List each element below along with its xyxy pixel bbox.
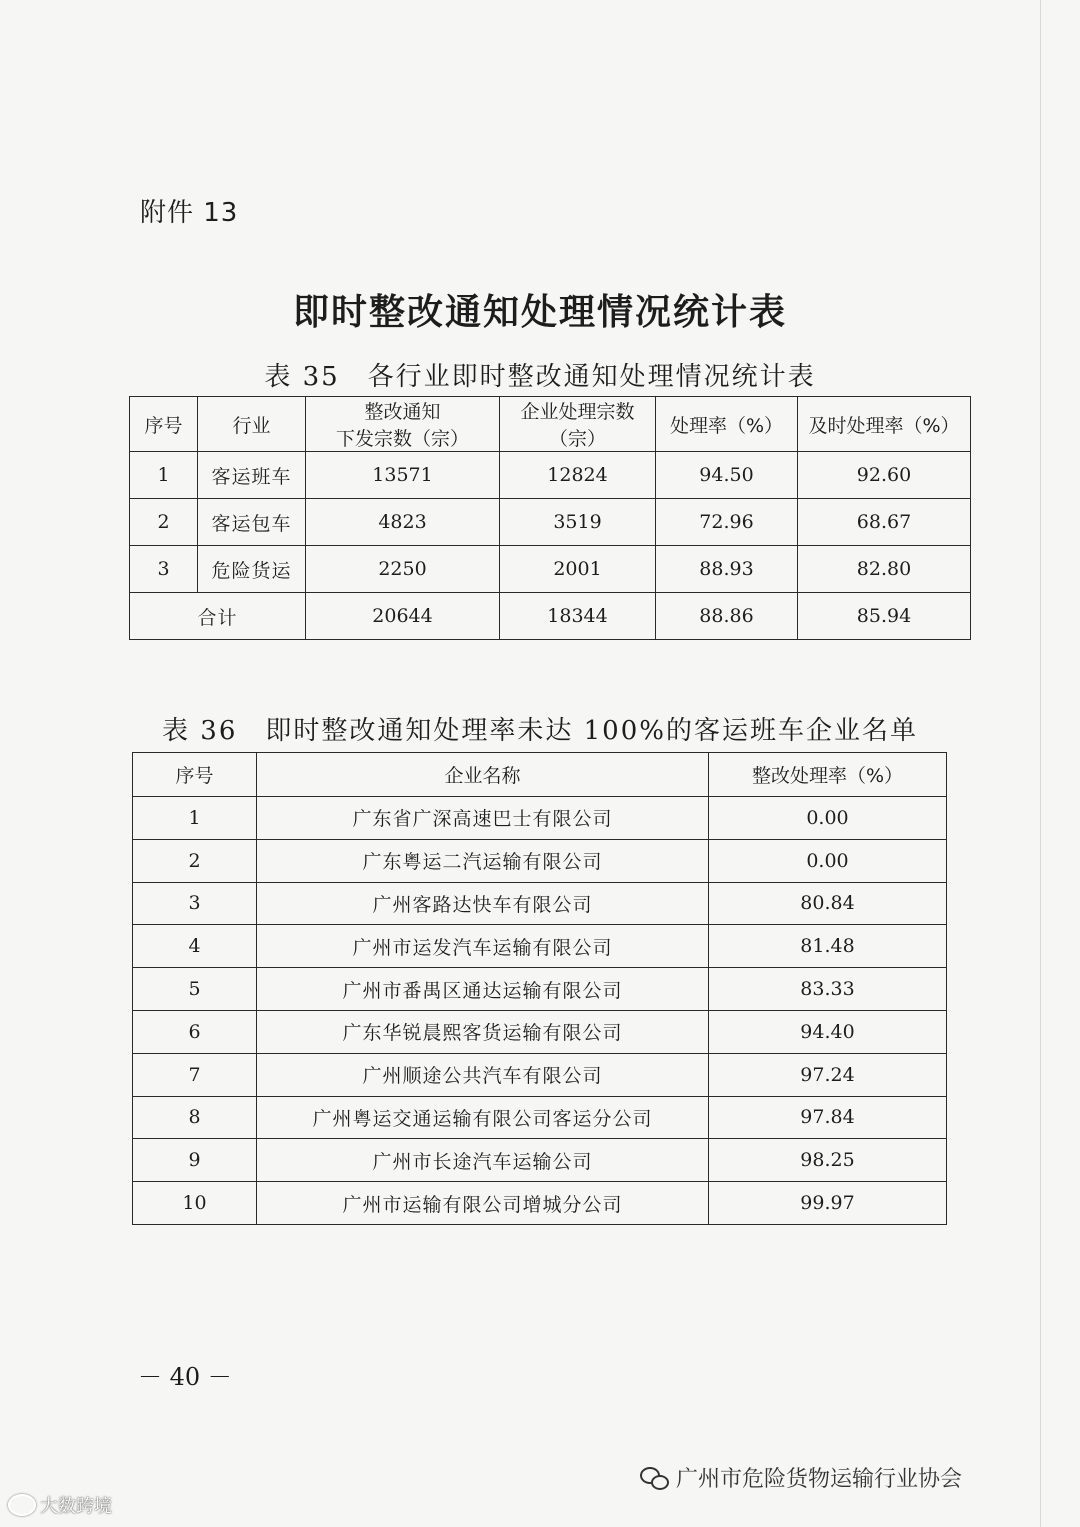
cell-handled: 12824 xyxy=(500,452,656,499)
header-rate: 处理率（%） xyxy=(656,397,798,452)
wechat-icon xyxy=(640,1467,668,1489)
header-issued-line2: 下发宗数（宗） xyxy=(335,428,469,450)
table-row xyxy=(133,1010,947,1053)
cell-rate: 98.25 xyxy=(709,1139,947,1182)
header-company-name: 企业名称 xyxy=(257,753,709,797)
cell-rate: 72.96 xyxy=(656,499,798,546)
cell-company-name: 广州客路达快车有限公司 xyxy=(257,882,709,925)
table-row xyxy=(133,1182,947,1225)
cell-seq: 2 xyxy=(133,839,257,882)
table35-header-row xyxy=(130,397,971,452)
cell-company-name: 广东粤运二汽运输有限公司 xyxy=(257,839,709,882)
cell-seq: 3 xyxy=(130,546,198,593)
cell-handled: 3519 xyxy=(500,499,656,546)
cell-total-timely: 85.94 xyxy=(798,593,971,640)
watermark-text: 广州市危险货物运输行业协会 xyxy=(676,1467,963,1492)
main-title: 即时整改通知处理情况统计表 xyxy=(292,292,787,333)
table-row xyxy=(133,1053,947,1096)
cell-rate: 0.00 xyxy=(709,797,947,840)
table-row xyxy=(133,882,947,925)
header-timely-rate: 及时处理率（%） xyxy=(798,397,971,452)
cell-company-name: 广州市运发汽车运输有限公司 xyxy=(257,925,709,968)
header-issued-line1: 整改通知 xyxy=(364,401,441,423)
table35-total-row xyxy=(130,593,971,640)
cell-seq: 4 xyxy=(133,925,257,968)
header-handled-line2: （宗） xyxy=(548,428,606,450)
cell-seq: 1 xyxy=(130,452,198,499)
table-row xyxy=(130,499,971,546)
cell-issued: 2250 xyxy=(306,546,500,593)
cell-seq: 6 xyxy=(133,1010,257,1053)
cell-total-handled: 18344 xyxy=(500,593,656,640)
cell-rate: 94.50 xyxy=(656,452,798,499)
cell-company-name: 广州顺途公共汽车有限公司 xyxy=(257,1053,709,1096)
cell-seq: 1 xyxy=(133,797,257,840)
header-handled xyxy=(500,397,656,452)
header-handled-line1: 企业处理宗数 xyxy=(520,401,635,423)
cell-seq: 3 xyxy=(133,882,257,925)
cell-seq: 5 xyxy=(133,968,257,1011)
cell-rate: 88.93 xyxy=(656,546,798,593)
table-row xyxy=(133,1096,947,1139)
cell-rate: 97.84 xyxy=(709,1096,947,1139)
cell-rate: 83.33 xyxy=(709,968,947,1011)
table36-caption: 表 36 即时整改通知处理率未达 100%的客运班车企业名单 xyxy=(162,716,918,746)
cell-seq: 2 xyxy=(130,499,198,546)
cell-seq: 9 xyxy=(133,1139,257,1182)
header-industry: 行业 xyxy=(198,397,306,452)
cell-timely: 68.67 xyxy=(798,499,971,546)
corner-watermark xyxy=(8,1492,112,1518)
header-issued xyxy=(306,397,500,452)
table-row xyxy=(130,452,971,499)
cell-industry: 客运包车 xyxy=(198,499,306,546)
page-number: － 40 － xyxy=(138,1363,232,1391)
cell-total-issued: 20644 xyxy=(306,593,500,640)
cell-company-name: 广州粤运交通运输有限公司客运分公司 xyxy=(257,1096,709,1139)
cell-company-name: 广州市番禺区通达运输有限公司 xyxy=(257,968,709,1011)
cell-rate: 99.97 xyxy=(709,1182,947,1225)
table-row xyxy=(133,797,947,840)
table-row xyxy=(133,925,947,968)
cell-total-rate: 88.86 xyxy=(656,593,798,640)
cell-rate: 94.40 xyxy=(709,1010,947,1053)
cell-rate: 97.24 xyxy=(709,1053,947,1096)
cell-rate: 0.00 xyxy=(709,839,947,882)
cell-rate: 80.84 xyxy=(709,882,947,925)
cell-seq: 7 xyxy=(133,1053,257,1096)
table35 xyxy=(129,396,971,640)
cell-issued: 13571 xyxy=(306,452,500,499)
cell-issued: 4823 xyxy=(306,499,500,546)
table-row xyxy=(130,546,971,593)
cell-total-label: 合计 xyxy=(130,593,306,640)
table-row xyxy=(133,839,947,882)
cell-company-name: 广州市长途汽车运输公司 xyxy=(257,1139,709,1182)
cell-seq: 8 xyxy=(133,1096,257,1139)
header-seq: 序号 xyxy=(130,397,198,452)
cell-industry: 危险货运 xyxy=(198,546,306,593)
cell-handled: 2001 xyxy=(500,546,656,593)
table36-header-row xyxy=(133,753,947,797)
cell-industry: 客运班车 xyxy=(198,452,306,499)
wechat-watermark xyxy=(640,1462,962,1493)
cell-seq: 10 xyxy=(133,1182,257,1225)
table-row xyxy=(133,968,947,1011)
header-seq: 序号 xyxy=(133,753,257,797)
table36 xyxy=(132,752,947,1225)
table-row xyxy=(133,1139,947,1182)
cell-timely: 82.80 xyxy=(798,546,971,593)
cell-timely: 92.60 xyxy=(798,452,971,499)
attachment-label: 附件 13 xyxy=(140,198,239,228)
cell-company-name: 广东华锐晨熙客货运输有限公司 xyxy=(257,1010,709,1053)
table35-caption: 表 35 各行业即时整改通知处理情况统计表 xyxy=(264,362,816,392)
cell-company-name: 广州市运输有限公司增城分公司 xyxy=(257,1182,709,1225)
cell-company-name: 广东省广深高速巴士有限公司 xyxy=(257,797,709,840)
header-rectify-rate: 整改处理率（%） xyxy=(709,753,947,797)
cell-rate: 81.48 xyxy=(709,925,947,968)
corner-watermark-text: 大数跨境 xyxy=(40,1496,112,1517)
weibo-icon xyxy=(8,1494,36,1516)
